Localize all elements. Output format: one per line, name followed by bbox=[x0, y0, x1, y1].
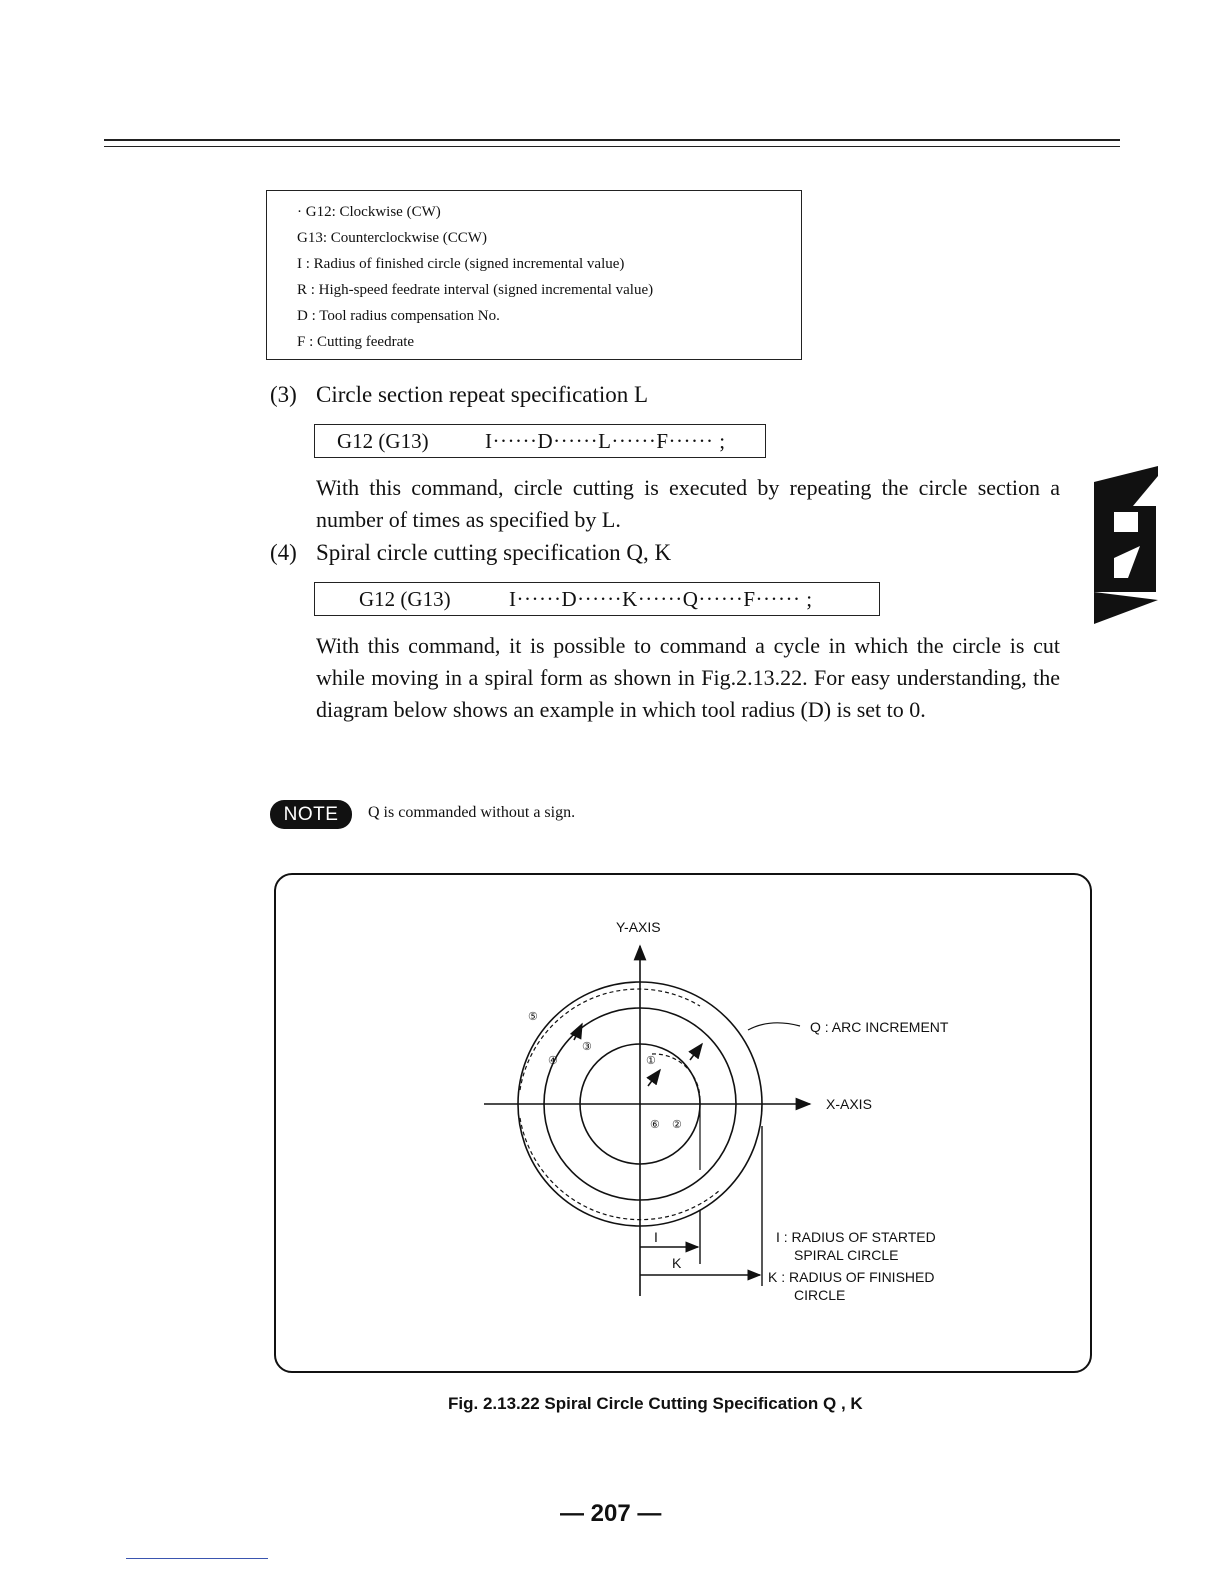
k-label-line2: CIRCLE bbox=[794, 1287, 846, 1303]
spiral-arrow-3 bbox=[574, 1024, 582, 1040]
note-text: Q is commanded without a sign. bbox=[368, 804, 576, 821]
definition-f: F : Cutting feedrate bbox=[297, 334, 415, 350]
step-mark-5: ⑤ bbox=[528, 1011, 538, 1023]
definition-i: I : Radius of finished circle (signed incremental value) bbox=[297, 256, 625, 272]
definition-d: D : Tool radius compensation No. bbox=[297, 308, 500, 324]
section3-body: With this command, circle cutting is executed by repeating the circle section a number of times as specified by L. bbox=[316, 475, 1060, 532]
section4-command-code: G12 (G13) bbox=[359, 586, 451, 611]
step-mark-2: ② bbox=[672, 1119, 682, 1131]
chapter-tab-top bbox=[1094, 466, 1158, 512]
spiral-arrow-1 bbox=[648, 1070, 660, 1086]
chapter-tab bbox=[1094, 466, 1160, 626]
section4-command-args: I······D······K······Q······F······ ; bbox=[509, 586, 813, 611]
chapter-tab-cutout-upper bbox=[1114, 512, 1138, 532]
definition-g13: G13: Counterclockwise (CCW) bbox=[297, 230, 487, 246]
spiral-segment-lower bbox=[520, 1118, 720, 1220]
section3-command-args: I······D······L······F······ ; bbox=[485, 428, 726, 453]
x-axis-label: X-AXIS bbox=[826, 1096, 872, 1112]
section4-title: Spiral circle cutting specification Q, K bbox=[316, 540, 672, 565]
page-number: — 207 — bbox=[560, 1500, 662, 1527]
k-label-line1: K : RADIUS OF FINISHED bbox=[768, 1269, 935, 1285]
spiral-arrow-2 bbox=[690, 1044, 702, 1060]
step-mark-4: ④ bbox=[548, 1055, 558, 1067]
spiral-segment-outer bbox=[520, 989, 700, 1090]
chapter-tab-bottom bbox=[1094, 592, 1158, 624]
step-mark-3: ③ bbox=[582, 1041, 592, 1053]
definition-g12: · G12: Clockwise (CW) bbox=[297, 204, 441, 220]
section4-body: With this command, it is possible to command a cycle in which the circle is cut while moving in a spiral form as shown in Fig.2.13.22. For easy understanding, the diagram below shows an example in which tool radius (D) is set to 0. bbox=[316, 633, 1060, 722]
i-label-line1: I : RADIUS OF STARTED bbox=[776, 1229, 936, 1245]
q-leader bbox=[748, 1023, 800, 1030]
i-dimension-label: I bbox=[654, 1229, 658, 1245]
footer-line bbox=[126, 1558, 268, 1559]
q-label: Q : ARC INCREMENT bbox=[810, 1019, 949, 1035]
section4-number: (4) bbox=[270, 540, 297, 565]
k-dimension-label: K bbox=[672, 1255, 682, 1271]
section3-number: (3) bbox=[270, 382, 297, 407]
definition-r: R : High-speed feedrate interval (signed incremental value) bbox=[297, 282, 654, 298]
figure-caption: Fig. 2.13.22 Spiral Circle Cutting Specification Q , K bbox=[448, 1394, 863, 1413]
section3-title: Circle section repeat specification L bbox=[316, 382, 649, 407]
note-badge: NOTE bbox=[270, 800, 352, 829]
step-mark-1: ① bbox=[646, 1055, 656, 1067]
y-axis-label: Y-AXIS bbox=[616, 919, 661, 935]
i-label-line2: SPIRAL CIRCLE bbox=[794, 1247, 899, 1263]
step-mark-6: ⑥ bbox=[650, 1119, 660, 1131]
section3-command-code: G12 (G13) bbox=[337, 428, 429, 453]
